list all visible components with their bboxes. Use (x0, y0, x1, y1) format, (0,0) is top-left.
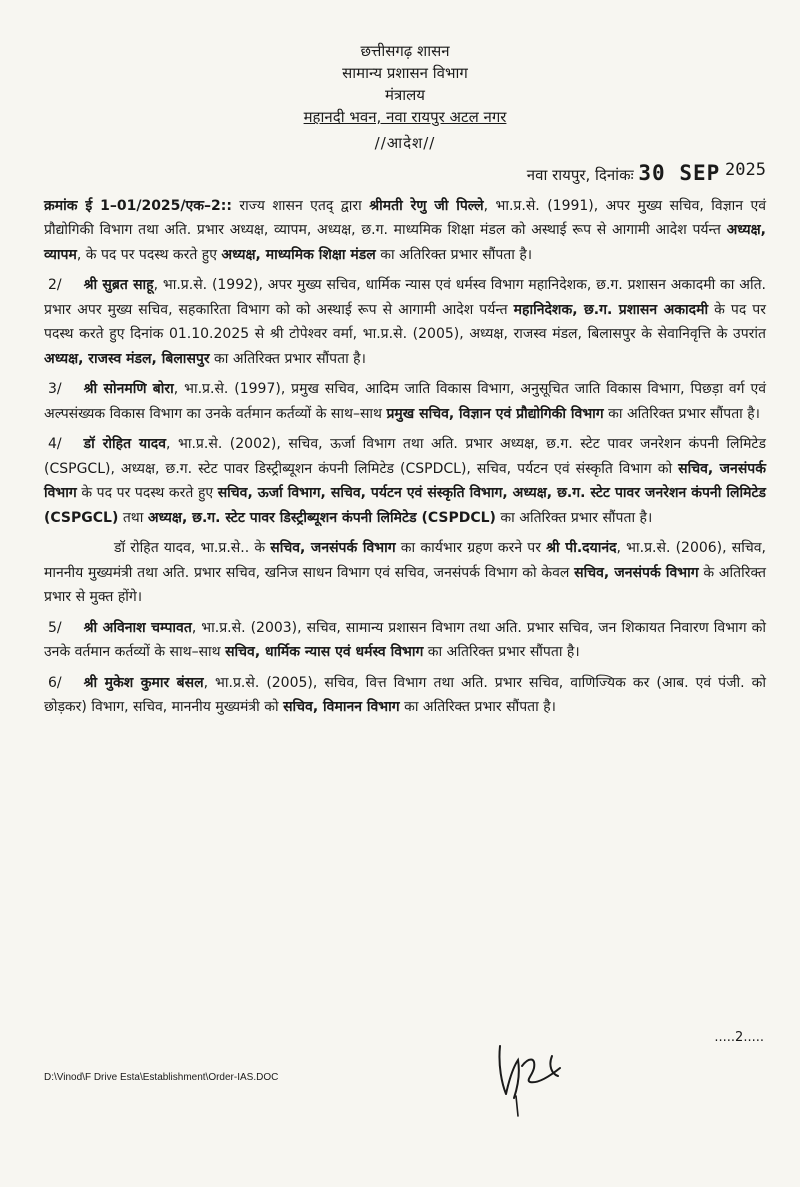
post-name: अध्यक्ष, छ.ग. स्टेट पावर डिस्ट्रीब्यूशन कंपनी लिमिटेड (CSPDCL) (147, 509, 496, 526)
text: , भा.प्र.से. (1997), प्रमुख सचिव, आदिम जाति विकास विभाग, अनुसूचित जाति विकास विभाग, पिछड़ा वर्ग एवं अल्पसंख्यक विकास विभाग का उनके वर्तमान कर्तव्यों के साथ–साथ (44, 381, 766, 422)
officer-name: श्री सोनमणि बोरा (83, 381, 174, 397)
text: , भा.प्र.से. (2002), सचिव, ऊर्जा विभाग तथा अति. प्रभार अध्यक्ष, छ.ग. स्टेट पावर जनरेशन कंपनी लिमिटेड (CSPGCL), अध्यक्ष, छ.ग. स्टेट पावर डिस्ट्रीब्यूशन कंपनी लिमिटेड (CSPDCL), सचिव, पर्यटन एवं संस्कृति विभाग को (44, 436, 766, 477)
post-name: अध्यक्ष, माध्यमिक शिक्षा मंडल (221, 246, 376, 263)
paragraph-number: 2/ (48, 277, 62, 293)
paragraph-number: 6/ (48, 674, 62, 691)
date-label: नवा रायपुर, दिनांकः (526, 166, 634, 184)
post-name: सचिव, जनसंपर्क विभाग (574, 564, 699, 581)
officer-name: श्री पी.दयानंद (546, 540, 617, 556)
post-name: सचिव, ऊर्जा विभाग, सचिव, पर्यटन एवं संस्कृति विभाग, अध्यक्ष, छ.ग. स्टेट पावर जनरेशन कंपनी लिमिटेड (CSPGCL) (44, 485, 766, 526)
paragraph-4 (44, 432, 766, 530)
govt-name: छत्तीसगढ़ शासन (360, 42, 450, 60)
text: के अतिरिक्त प्रभार से मुक्त होंगे। (44, 564, 766, 605)
officer-name: श्री सुब्रत साहू (83, 277, 154, 293)
officer-name: श्रीमती रेणु जी पिल्ले (369, 197, 484, 214)
text: का कार्यभार ग्रहण करने पर (395, 540, 547, 556)
department-name: सामान्य प्रशासन विभाग (342, 64, 468, 82)
post-name: महानिदेशक, छ.ग. प्रशासन अकादमी (513, 301, 709, 318)
officer-name: श्री अविनाश चम्पावत (83, 619, 192, 636)
officer-name: श्री मुकेश कुमार बंसल (83, 674, 204, 691)
paragraph-4-continued (44, 536, 766, 610)
text: , भा.प्र.से. (1991), अपर मुख्य सचिव, विज्ञान एवं प्रौद्योगिकी विभाग तथा अति. प्रभार अध्यक्ष, व्यापम, अध्यक्ष, छ.ग. माध्यमिक शिक्षा मंडल को अस्थाई रूप से आगामी आदेश पर्यन्त (44, 197, 766, 238)
dateline (44, 158, 766, 188)
text: राज्य शासन एतद् द्वारा (231, 197, 370, 214)
paragraph-number: 4/ (48, 436, 62, 452)
text: का अतिरिक्त प्रभार सौंपता है। (375, 246, 533, 263)
text: का अतिरिक्त प्रभार सौंपता है। (423, 644, 580, 660)
date-stamp-year: 2025 (725, 160, 766, 180)
text: का अतिरिक्त प्रभार सौंपता है। (209, 350, 366, 367)
text: , के पद पर पदस्थ करते हुए (76, 246, 222, 263)
file-path: D:\Vinod\F Drive Esta\Establishment\Order-IAS.DOC (44, 1072, 279, 1083)
post-name: सचिव, विमानन विभाग (283, 699, 400, 715)
paragraph-3 (44, 377, 766, 426)
text: , भा.प्र.से. (1992), अपर मुख्य सचिव, धार्मिक न्यास एवं धर्मस्व विभाग महानिदेशक, छ.ग. प्रशासन अकादमी का अति. प्रभार अपर मुख्य सचिव, सहकारिता विभाग को को अस्थाई रूप से आगामी आदेश पर्यन्त (44, 277, 767, 318)
paragraph-number: 3/ (48, 381, 62, 397)
text: डॉ रोहित यादव, भा.प्र.से.. के (114, 540, 271, 556)
officer-name: डॉ रोहित यादव (83, 436, 167, 452)
next-page-marker: .....2..... (714, 1030, 764, 1045)
post-name: सचिव, धार्मिक न्यास एवं धर्मस्व विभाग (225, 644, 424, 660)
letterhead (44, 40, 766, 154)
text: का अतिरिक्त प्रभार सौंपता है। (603, 405, 760, 422)
post-name: अध्यक्ष, राजस्व मंडल, बिलासपुर (44, 350, 210, 367)
office-name: मंत्रालय (384, 86, 425, 104)
text: , भा.प्र.से. (2006), सचिव, माननीय मुख्यमंत्री तथा अति. प्रभार सचिव, खनिज साधन विभाग एवं सचिव, जनसंपर्क विभाग को केवल (44, 540, 766, 581)
office-address: महानदी भवन, नवा रायपुर अटल नगर (303, 108, 507, 126)
text: तथा (118, 509, 148, 526)
text: के पद पर पदस्थ करते हुए (76, 485, 218, 501)
text: का अतिरिक्त प्रभार सौंपता है। (495, 509, 653, 526)
paragraph-6 (44, 671, 766, 720)
text: का अतिरिक्त प्रभार सौंपता है। (399, 699, 556, 715)
paragraph-1 (44, 194, 766, 268)
post-name: प्रमुख सचिव, विज्ञान एवं प्रौद्योगिकी विभाग (386, 405, 604, 422)
date-stamp: 30 SEP (638, 161, 721, 185)
paragraph-2 (44, 273, 766, 371)
order-title: //आदेश// (374, 134, 436, 152)
order-reference: क्रमांक ई 1–01/2025/एक–2:: (44, 197, 232, 214)
post-name: सचिव, जनसंपर्क विभाग (270, 540, 396, 556)
paragraph-number: 5/ (48, 619, 62, 636)
signature-image (492, 1036, 582, 1120)
post-name: सचिव, जनसंपर्क विभाग (44, 460, 766, 501)
text: , भा.प्र.से. (2003), सचिव, सामान्य प्रशासन विभाग तथा अति. प्रभार सचिव, जन शिकायत निवारण विभाग को उनके वर्तमान कर्तव्यों के साथ–साथ (44, 619, 766, 660)
paragraph-5 (44, 616, 766, 665)
text: , भा.प्र.से. (2005), सचिव, वित्त विभाग तथा अति. प्रभार सचिव, वाणिज्यिक कर (आब. एवं पंजी. को छोड़कर) विभाग, सचिव, माननीय मुख्यमंत्री को (44, 674, 766, 715)
post-name: अध्यक्ष, व्यापम (44, 222, 766, 263)
text: के पद पर पदस्थ करते हुए दिनांक 01.10.2025 से श्री टोपेश्वर वर्मा, भा.प्र.से. (2005), अध्यक्ष, राजस्व मंडल, बिलासपुर के सेवानिवृत्ति के उपरांत (44, 301, 766, 342)
